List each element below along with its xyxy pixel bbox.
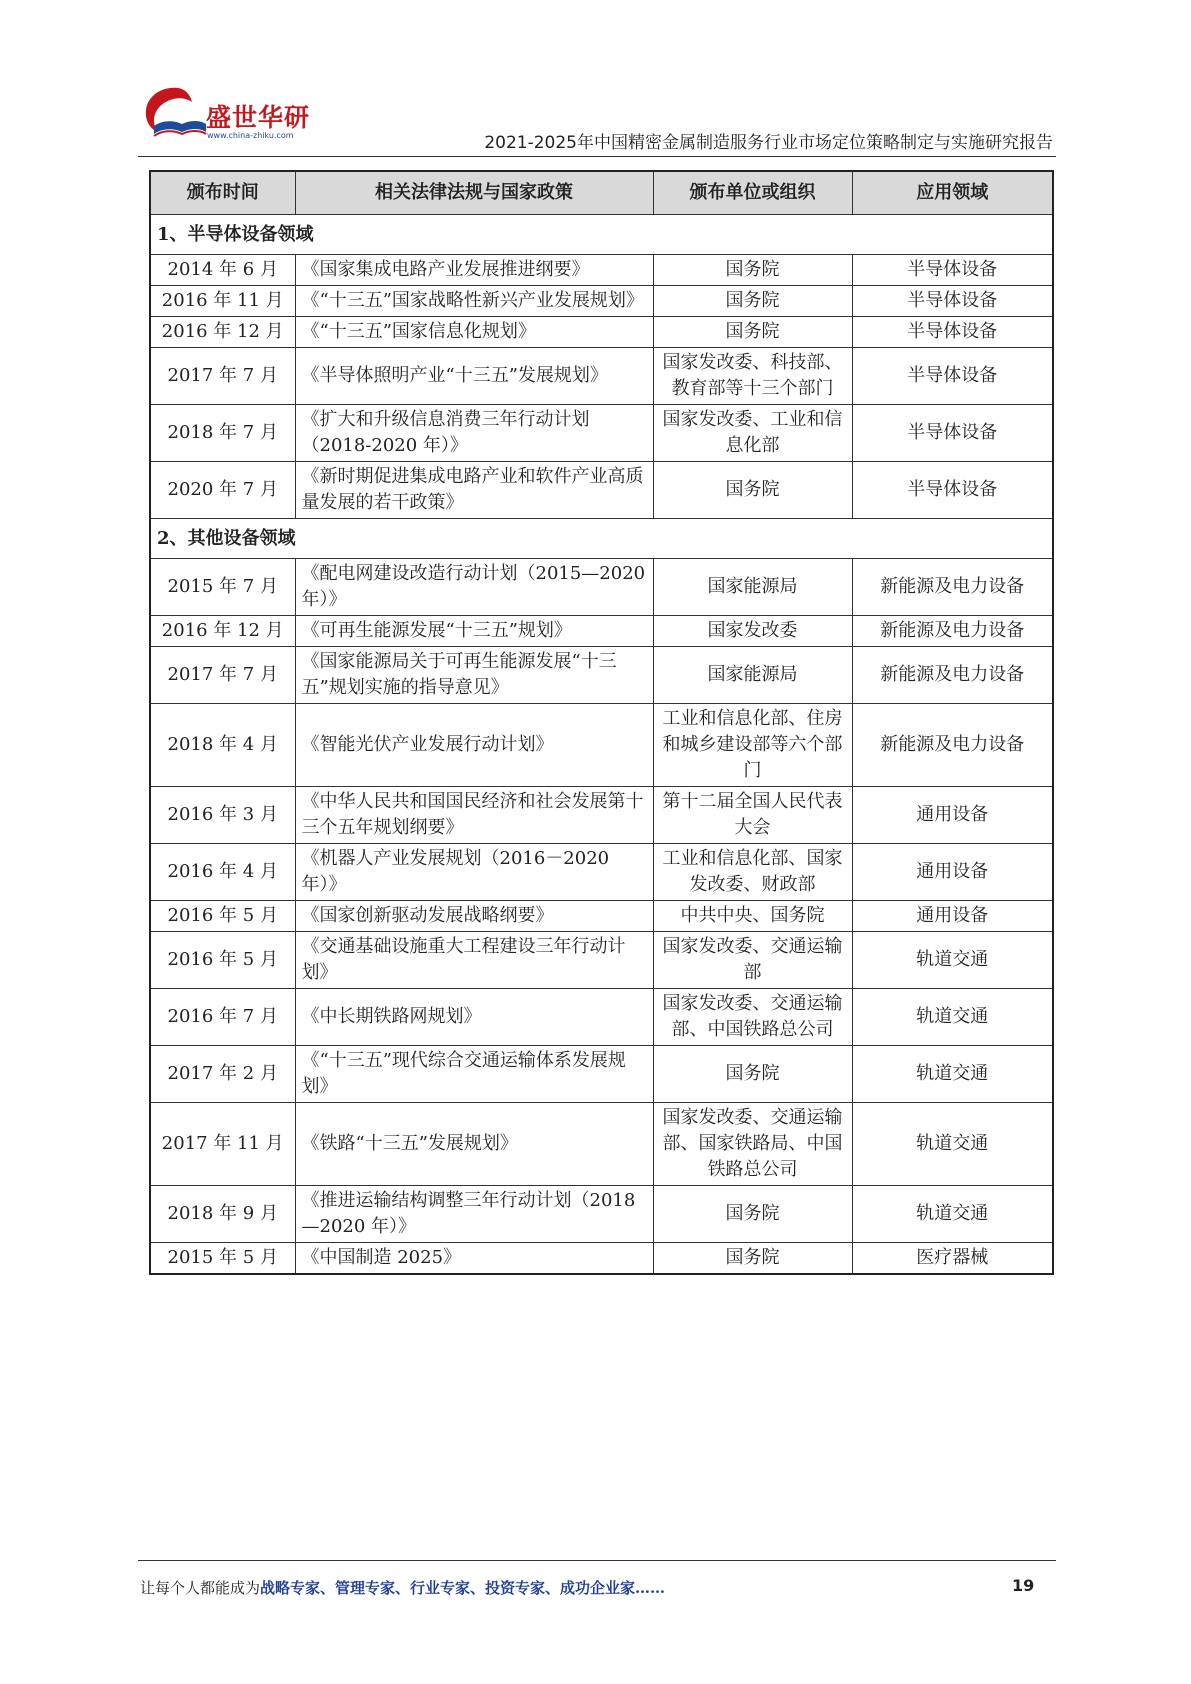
table-header-row bbox=[150, 171, 1053, 215]
cell-date: 2015 年 7 月 bbox=[150, 559, 295, 616]
policy-table bbox=[149, 170, 1054, 1275]
cell-org: 国务院 bbox=[653, 286, 852, 317]
cell-field: 新能源及电力设备 bbox=[852, 559, 1053, 616]
cell-org: 国务院 bbox=[653, 462, 852, 519]
cell-org: 国家发改委、工业和信息化部 bbox=[653, 405, 852, 462]
cell-field: 半导体设备 bbox=[852, 286, 1053, 317]
table-row bbox=[150, 255, 1053, 286]
section-row bbox=[150, 215, 1053, 255]
cell-date: 2017 年 7 月 bbox=[150, 348, 295, 405]
cell-org: 国务院 bbox=[653, 1243, 852, 1275]
table-row bbox=[150, 844, 1053, 901]
cell-org: 国家发改委、交通运输部、中国铁路总公司 bbox=[653, 989, 852, 1046]
cell-policy-name: 《国家能源局关于可再生能源发展“十三五”规划实施的指导意见》 bbox=[295, 647, 653, 704]
cell-field: 通用设备 bbox=[852, 901, 1053, 932]
cell-field: 轨道交通 bbox=[852, 989, 1053, 1046]
table-row bbox=[150, 704, 1053, 787]
footer-divider bbox=[138, 1560, 1056, 1561]
cell-policy-name: 《配电网建设改造行动计划（2015—2020 年）》 bbox=[295, 559, 653, 616]
section-title: 1、半导体设备领域 bbox=[150, 215, 1053, 255]
cell-date: 2016 年 3 月 bbox=[150, 787, 295, 844]
cell-field: 通用设备 bbox=[852, 787, 1053, 844]
section-title: 2、其他设备领域 bbox=[150, 519, 1053, 559]
cell-org: 工业和信息化部、住房和城乡建设部等六个部门 bbox=[653, 704, 852, 787]
cell-date: 2016 年 12 月 bbox=[150, 616, 295, 647]
cell-policy-name: 《交通基础设施重大工程建设三年行动计划》 bbox=[295, 932, 653, 989]
cell-date: 2016 年 11 月 bbox=[150, 286, 295, 317]
column-header-date: 颁布时间 bbox=[150, 171, 295, 215]
cell-org: 国家发改委、交通运输部、国家铁路局、中国铁路总公司 bbox=[653, 1103, 852, 1186]
table-row bbox=[150, 286, 1053, 317]
cell-org: 国家能源局 bbox=[653, 647, 852, 704]
column-header-policy: 相关法律法规与国家政策 bbox=[295, 171, 653, 215]
cell-policy-name: 《“十三五”国家信息化规划》 bbox=[295, 317, 653, 348]
cell-org: 国务院 bbox=[653, 255, 852, 286]
table-row bbox=[150, 1103, 1053, 1186]
table-row bbox=[150, 616, 1053, 647]
table-row bbox=[150, 1243, 1053, 1275]
cell-policy-name: 《“十三五”现代综合交通运输体系发展规划》 bbox=[295, 1046, 653, 1103]
cell-field: 新能源及电力设备 bbox=[852, 704, 1053, 787]
cell-field: 半导体设备 bbox=[852, 348, 1053, 405]
table-row bbox=[150, 989, 1053, 1046]
cell-policy-name: 《机器人产业发展规划（2016－2020 年）》 bbox=[295, 844, 653, 901]
cell-field: 半导体设备 bbox=[852, 405, 1053, 462]
table-row bbox=[150, 787, 1053, 844]
section-row bbox=[150, 519, 1053, 559]
table-row bbox=[150, 1046, 1053, 1103]
cell-policy-name: 《中华人民共和国国民经济和社会发展第十三个五年规划纲要》 bbox=[295, 787, 653, 844]
cell-field: 轨道交通 bbox=[852, 932, 1053, 989]
cell-field: 轨道交通 bbox=[852, 1103, 1053, 1186]
cell-org: 中共中央、国务院 bbox=[653, 901, 852, 932]
cell-date: 2014 年 6 月 bbox=[150, 255, 295, 286]
cell-field: 新能源及电力设备 bbox=[852, 616, 1053, 647]
footer-slogan-highlight: 战略专家、管理专家、行业专家、投资专家、成功企业家…… bbox=[260, 1579, 666, 1597]
cell-field: 医疗器械 bbox=[852, 1243, 1053, 1275]
cell-policy-name: 《中国制造 2025》 bbox=[295, 1243, 653, 1275]
page-number: 19 bbox=[1012, 1576, 1035, 1595]
cell-date: 2018 年 4 月 bbox=[150, 704, 295, 787]
cell-org: 国务院 bbox=[653, 1046, 852, 1103]
table-row bbox=[150, 405, 1053, 462]
table-row bbox=[150, 901, 1053, 932]
cell-policy-name: 《可再生能源发展“十三五”规划》 bbox=[295, 616, 653, 647]
report-title: 2021-2025年中国精密金属制造服务行业市场定位策略制定与实施研究报告 bbox=[484, 133, 1053, 153]
logo-url: www.china-zhiku.com bbox=[207, 131, 294, 140]
table-row bbox=[150, 647, 1053, 704]
cell-date: 2016 年 4 月 bbox=[150, 844, 295, 901]
cell-date: 2017 年 2 月 bbox=[150, 1046, 295, 1103]
column-header-field: 应用领域 bbox=[852, 171, 1053, 215]
logo-text: 盛世华研 bbox=[206, 103, 311, 132]
cell-field: 轨道交通 bbox=[852, 1046, 1053, 1103]
cell-org: 工业和信息化部、国家发改委、财政部 bbox=[653, 844, 852, 901]
header-divider bbox=[138, 156, 1056, 157]
cell-policy-name: 《中长期铁路网规划》 bbox=[295, 989, 653, 1046]
table-row bbox=[150, 559, 1053, 616]
cell-field: 轨道交通 bbox=[852, 1186, 1053, 1243]
table-row bbox=[150, 932, 1053, 989]
cell-date: 2020 年 7 月 bbox=[150, 462, 295, 519]
cell-policy-name: 《半导体照明产业“十三五”发展规划》 bbox=[295, 348, 653, 405]
cell-org: 国家能源局 bbox=[653, 559, 852, 616]
column-header-org: 颁布单位或组织 bbox=[653, 171, 852, 215]
footer-slogan-prefix: 让每个人都能成为 bbox=[140, 1579, 261, 1597]
cell-field: 半导体设备 bbox=[852, 317, 1053, 348]
cell-date: 2016 年 7 月 bbox=[150, 989, 295, 1046]
cell-policy-name: 《国家集成电路产业发展推进纲要》 bbox=[295, 255, 653, 286]
table-row bbox=[150, 317, 1053, 348]
table-row bbox=[150, 462, 1053, 519]
cell-policy-name: 《铁路“十三五”发展规划》 bbox=[295, 1103, 653, 1186]
cell-field: 半导体设备 bbox=[852, 462, 1053, 519]
cell-policy-name: 《智能光伏产业发展行动计划》 bbox=[295, 704, 653, 787]
cell-org: 国务院 bbox=[653, 317, 852, 348]
cell-date: 2017 年 7 月 bbox=[150, 647, 295, 704]
cell-org: 国家发改委、交通运输部 bbox=[653, 932, 852, 989]
cell-policy-name: 《扩大和升级信息消费三年行动计划（2018-2020 年）》 bbox=[295, 405, 653, 462]
cell-date: 2016 年 5 月 bbox=[150, 901, 295, 932]
cell-policy-name: 《国家创新驱动发展战略纲要》 bbox=[295, 901, 653, 932]
cell-date: 2018 年 9 月 bbox=[150, 1186, 295, 1243]
cell-policy-name: 《“十三五”国家战略性新兴产业发展规划》 bbox=[295, 286, 653, 317]
policy-table-body bbox=[150, 215, 1053, 1275]
cell-date: 2016 年 12 月 bbox=[150, 317, 295, 348]
cell-org: 国家发改委 bbox=[653, 616, 852, 647]
table-row bbox=[150, 1186, 1053, 1243]
cell-org: 国家发改委、科技部、教育部等十三个部门 bbox=[653, 348, 852, 405]
cell-org: 第十二届全国人民代表大会 bbox=[653, 787, 852, 844]
cell-policy-name: 《推进运输结构调整三年行动计划（2018—2020 年）》 bbox=[295, 1186, 653, 1243]
cell-field: 通用设备 bbox=[852, 844, 1053, 901]
cell-date: 2016 年 5 月 bbox=[150, 932, 295, 989]
logo-emblem-icon bbox=[140, 82, 210, 148]
cell-field: 新能源及电力设备 bbox=[852, 647, 1053, 704]
cell-org: 国务院 bbox=[653, 1186, 852, 1243]
cell-date: 2018 年 7 月 bbox=[150, 405, 295, 462]
cell-date: 2015 年 5 月 bbox=[150, 1243, 295, 1275]
cell-date: 2017 年 11 月 bbox=[150, 1103, 295, 1186]
cell-policy-name: 《新时期促进集成电路产业和软件产业高质量发展的若干政策》 bbox=[295, 462, 653, 519]
cell-field: 半导体设备 bbox=[852, 255, 1053, 286]
table-row bbox=[150, 348, 1053, 405]
footer-slogan bbox=[140, 1577, 665, 1598]
